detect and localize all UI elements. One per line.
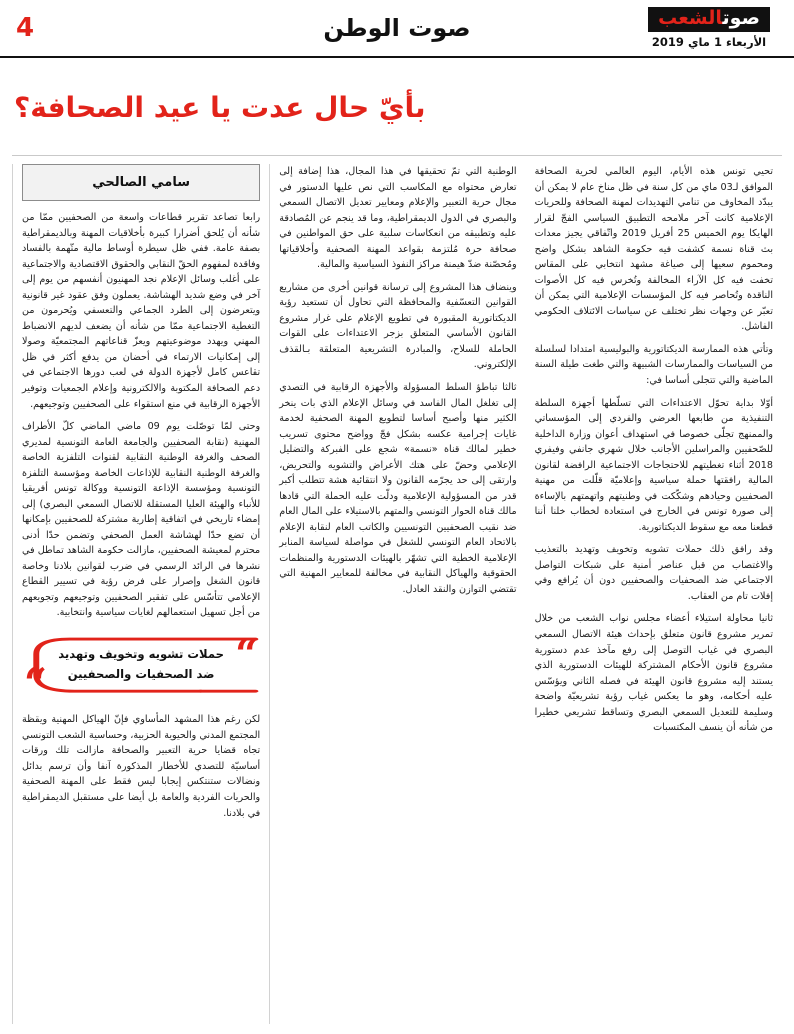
pull-quote-frame xyxy=(22,631,260,700)
article-body xyxy=(0,156,794,1034)
logo-badge xyxy=(648,7,770,32)
text-column-1 xyxy=(12,164,269,1024)
paragraph: تحيي تونس هذه الأيام، اليوم العالمي لحرية الصحافة الموافق لـ03 ماي من كل سنة في ظل مناخ عام لا يمكن أن يبدّد المخاوف من تنامي التهديدات لمهنة الصحافة وللحريات الإعلامية كانت آخر ملامحه التطبيق السياسي الفجّ لقرار الهايكا يوم الخميس 25 أفريل 2019 واتّفاقي يجيز معدات بث قناة نسمة كشفت فيه حكومة الشاهد بشكل واضح ومحموم سعيها إلى صياغة مشهد انتخابي على المقاس تخفت فيه كل الآراء المخالفة وتُخرس فيه كل الأصوات الناقدة وتُحاصر فيه كل المؤسسات الإعلامية التي يمكن أن تعبّر عن وجهات نظر تختلف عن سياسات الائتلاف الحكومي الفاشل. xyxy=(534,166,773,333)
paragraph: ثالثا تباطؤ السلط المسؤولة والأجهزة الرقابية في التصدي إلى تغلغل المال الفاسد في وسائل الإعلام الذي بات ينخر الكثير منها وأصبح أساسا لتطويع المهنة الصحفية لخدمة غايات إجرامية عكسه بشكل فجّ وواضح محتوى تسريب خطير لمالك قناة «نسمة» شجع على الفبركة والتضليل الإعلامي وحضّ على هتك الأعراض والتشويه والتحريض، وارتقى إلى حد يجرّمه القانون ولا انتقائية هشة تتطلب أكبر قدر من المسؤولية الإعلامية ودلّت عليه الحملة التي قادها مالك قناة الحوار التونسي والمتهم بالاستيلاء على المال العام ضد نقيب الصحفيين التونسيين والكاتب العام لنقابة الإعلام بالاتحاد العام التونسي للشغل في مواصلة لسياسة المنابر الإعلامية الخطية التي تشهّر بالهيئات الدستورية والمنظمات الحقوقية والهياكل النقابية في مخالفة للمعايير المهنية التي تقتضي التوازن والنقد العادل. xyxy=(279,382,517,595)
logo-text-main: صوت xyxy=(722,7,760,30)
paragraph: أوّلا بداية تحوّل الاعتداءات التي تسلّطها أجهزة السلطة التنفيذية من طابعها العرضي والفردي إلى المؤسساتي والممنهج تجلّى خصوصا في استهداف أعوان وزارة الداخلية للصّحفيين والمراسلين الأجانب خلال شهري جانفي وفيفري 2018 أثناء تغطيتهم للاحتجاجات الاجتماعية الرافضة لقانون المالية رافقتها حملة سياسية وإعلاميّة قلّلت من مهنية الصحفيين وحيادهم وشكّكت في وطنيتهم واتهمتهم بالإساءة إلى صورة تونس في الخارج في استعادة لخطاب خلنا أننا قطعنا معه مع سقوط الديكتاتورية. xyxy=(534,397,773,533)
masthead xyxy=(0,0,794,58)
text-column-3 xyxy=(526,164,782,1024)
text-column-2 xyxy=(269,164,525,1024)
paragraph: ثانيا محاولة استيلاء أعضاء مجلس نواب الشعب من خلال تمرير مشروع قانون متعلق بإحداث هيئة الاتصال السمعي البصري في غياب التوصل إلى رفع مآخذ عدم دستورية مشروع قانون الأحكام المشتركة للهيئات الدستورية الذي يستند إليه مشروع قانون الهيئة في فصله الثاني ويؤسّس عليه أحكامه، وهو ما يعكس غياب رؤية تشريعيّة واضحة وسليمة للتعديل السمعي البصري وتساقط تشريعي خطيرا من شأنه أن ينسف المكتسبات xyxy=(534,613,773,734)
page-number: 4 xyxy=(16,13,35,43)
paragraph: الوطنية التي تمّ تحقيقها في هذا المجال، هذا إضافة إلى تعارض محتواه مع المكاسب التي نص عليها الدستور في مجال حرية التعبير والإعلام ومعايير تعديل الاتصال السمعي والبصري في الدول الديمقراطية، وما قد ينجم عن المُصادقة عليه وتطبيقه من انعكاسات سلبية على حق المواطنين في صحافة حرة مُلتزمة بقواعد المهنة الصحفية وأخلاقياتها ومُحصّنة ضدّ هيمنة مراكز النفوذ السياسية والمالية. xyxy=(279,166,517,271)
paragraph: لكن رغم هذا المشهد المأساوي فإنّ الهياكل المهنية ويقظة المجتمع المدني والحيوية الحزبية، وحساسية الشعب التونسي تجاه قضايا حرية التعبير والصحافة مازالت تلك ورقات أساسيّة للتصدي للأخطار المذكورة آنفا وأن ترسم بدائل ونضالات ستنتكس إيجابا ليس فقط على المهنة الصحفية والحريات الفردية والعامة بل أيضا على مستقبل الديمقراطية في بلادنا. xyxy=(22,714,261,819)
quote-mark-close-icon: “ xyxy=(24,660,48,708)
section-title: صوت الوطن xyxy=(323,14,471,42)
article-headline: بأيّ حال عدت يا عيد الصحافة؟ xyxy=(14,90,426,124)
quote-mark-open-icon: “ xyxy=(235,630,259,678)
issue-date: الأربعاء 1 ماي 2019 xyxy=(651,34,767,49)
pull-quote-text: حملات تشويه وتخويف وتهديد ضد الصحفيات والصحفيين xyxy=(58,646,224,681)
logo-text-accent: الشعب xyxy=(658,7,723,30)
pull-quote xyxy=(22,630,260,708)
newspaper-logo xyxy=(634,7,784,49)
paragraph: وينضاف هذا المشروع إلى ترسانة قوانين أخرى من مشاريع القوانين التعسّفية والمحافظة التي تحاول أن تستعيد رؤية الديكتاتورية المقبورة في تطويع الإعلام على غرار مشروع القانون الأساسي المتعلق بزجر الاعتداءات على القوات الحاملة للسلاح، والمبادرة التشريعية المتعلقة بـالقذف الإلكتروني. xyxy=(279,281,517,371)
paragraph: وتأتي هذه الممارسة الديكتاتورية والبوليسية امتدادا لسلسلة من السياسات والممارسات الشبيهة والتي طغت طيلة السنة الماضية والتي تتجلى أساسا في: xyxy=(534,343,773,386)
paragraph: وحتى لمّا توصّلت يوم 09 ماضي الماضي كلّ الأطراف المهنية (نقابة الصحفيين والجامعة العامة التونسية لمديري الصحف والغرفة الوطنية النقابية لقنوات التلفزية الخاصة والغرفة الوطنية النقابية للإذاعات الخاصة ومؤسسة التلفزة التونسية ومؤسسة الإذاعة التونسية ووكالة تونس أفريقيا للأنباء والهيئة العليا المستقلة للاتصال السمعي البصري) إلى إمضاء تاريخي في اتفاقية إطارية مشتركة للصحفيين بإمكانها أن تضع حدّا لهشاشة العمل الصحفي وتضمن حدّا أدنى محترم لمعيشة الصحفيين، مازالت حكومة الشاهد تماطل في نشرها في الرائد الرسمي في ضرب لقوانين بلادنا وخاصة قانون الشغل وإصرار على فرض رؤية في تسيير القطاع الإعلامي تتأسّس على تفقير الصحفيين وتوجيعهم وتجويعهم من أجل تسهيل استعمالهم لغايات سياسية وانتخابية. xyxy=(22,421,261,619)
author-byline: سامي الصالحي xyxy=(22,164,260,201)
headline-row xyxy=(0,58,794,149)
paragraph: وقد رافق ذلك حملات تشويه وتخويف وتهديد بالتعذيب والاغتصاب من قبل عناصر أمنية على شبكات التواصل الاجتماعي ضد الصحفيات والصحفيين دون أن يُرافع وفي إفلات تام من العقاب. xyxy=(534,544,773,602)
paragraph: رابعا تصاعد تقرير قطاعات واسعة من الصحفيين ممّا من شأنه أن يُلحق أضرارا كبيرة بأخلاقيات المهنة وبالديمقراطية بصفة عامة. ففي ظل سيطرة أوساط مالية متّهمة بالفساد وفاقدة لمفهوم الحقّ النقابي والحقوق الاقتصادية والاجتماعية على أغلب وسائل الإعلام نجد المهنيون أنفسهم من يوم إلى آخر في وضع شديد الهشاشة. يعملون وفق عقود غير قانونية ويتعرضون إلى الطرد الجماعي والتعسفي ويُحرمون من التغطية الاجتماعية ممّا من شأنه أن يضعف لديهم الانضباط المهني ويهدد موضوعيتهم ويعزّ قناعاتهم المجتمعيّة وصولا إلى إمكانيات الارتماء في أحضان من يدفع أكثر في ظل تقاعس كامل لأجهزة الدولة في لعب دورها الاجتماعي في دعم الصحافة المكتوبة والالكترونية وإعلام الجمعيات وتوفير الأجهزة الرقابية في منع استقواء على الصحفيين وتوجيعهم. xyxy=(22,212,261,410)
